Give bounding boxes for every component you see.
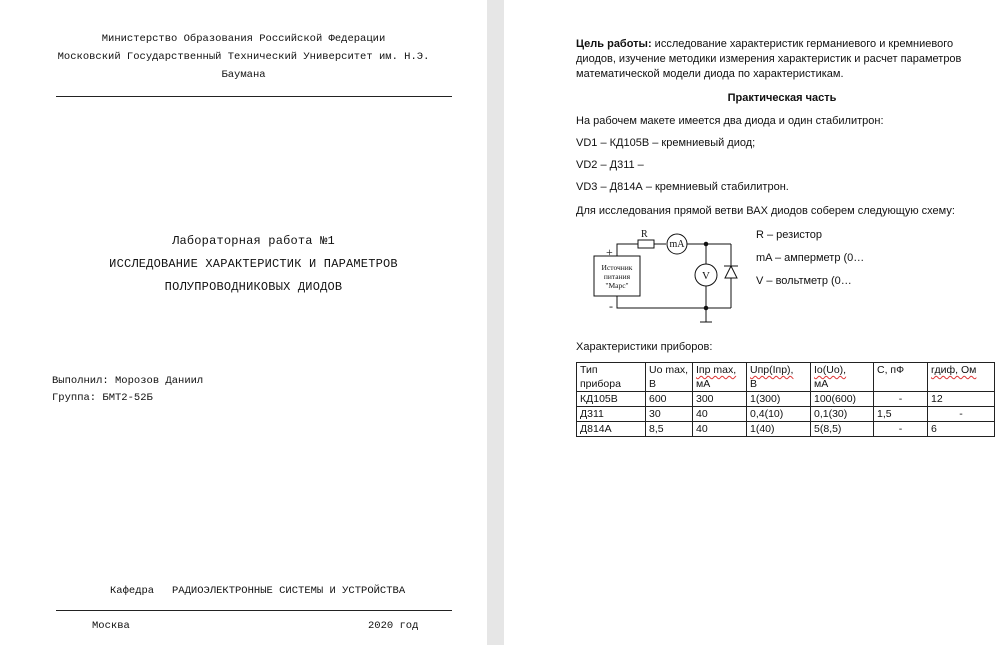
cell-type: Д814А xyxy=(577,422,646,437)
plus-sign: + xyxy=(606,245,613,259)
minus-sign: - xyxy=(609,299,613,313)
diode-symbol xyxy=(725,266,737,278)
table-caption: Характеристики приборов: xyxy=(576,341,713,353)
goal-label: Цель работы: xyxy=(576,38,652,50)
table-row xyxy=(577,422,995,437)
cell-upr-ipr: 1(300) xyxy=(747,392,811,407)
lab-subject-line2: ПОЛУПРОВОДНИКОВЫХ ДИОДОВ xyxy=(164,280,343,294)
cell-r-dif: 12 xyxy=(928,392,995,407)
lab-subject-line1: ИССЛЕДОВАНИЕ ХАРАКТЕРИСТИК И ПАРАМЕТРОВ xyxy=(109,257,398,271)
department-name: РАДИОЭЛЕКТРОННЫЕ СИСТЕМЫ И УСТРОЙСТВА xyxy=(172,585,406,597)
ministry-text: Министерство Образования Российской Федерации xyxy=(101,33,386,45)
header-upr-ipr: Uпр(Iпр), В xyxy=(747,363,811,392)
cell-uo-max: 8,5 xyxy=(646,422,693,437)
header-r-dif: rдиф, Ом xyxy=(928,363,995,392)
header-uo-max: Uo max, В xyxy=(646,363,693,392)
vd3-text: VD3 – Д814А – кремниевый стабилитрон. xyxy=(576,181,789,193)
r-label: R xyxy=(641,229,648,240)
legend-ma: mA – амперметр (0… xyxy=(756,252,865,264)
cell-c-pf: - xyxy=(874,422,928,437)
intro-text: На рабочем макете имеется два диода и один стабилитрон: xyxy=(576,115,884,127)
header-io-uo: Io(Uо), мА xyxy=(811,363,874,392)
lab-title: Лабораторная работа №1 xyxy=(172,234,335,248)
practical-heading: Практическая часть xyxy=(727,92,837,104)
goal-line2: диодов, изучение методики измерения характеристик и расчет параметров xyxy=(576,53,962,65)
cell-type: Д311 xyxy=(577,407,646,422)
cell-io-uo: 100(600) xyxy=(811,392,874,407)
source-line2: питания xyxy=(603,272,631,281)
group: Группа: БМТ2-52Б xyxy=(52,392,153,404)
content-page xyxy=(504,0,1000,645)
schema-intro: Для исследования прямой ветви ВАХ диодов соберем следующую схему: xyxy=(576,205,955,217)
department-label: Кафедра xyxy=(110,585,155,597)
city: Москва xyxy=(92,620,130,632)
university-line2: Баумана xyxy=(221,69,266,81)
cell-upr-ipr: 0,4(10) xyxy=(747,407,811,422)
cell-ipr-max: 40 xyxy=(693,422,747,437)
cell-c-pf: 1,5 xyxy=(874,407,928,422)
cell-uo-max: 600 xyxy=(646,392,693,407)
cell-type: КД105В xyxy=(577,392,646,407)
header-type: Тип прибора xyxy=(577,363,646,392)
resistor-symbol xyxy=(638,240,654,248)
v-label: V xyxy=(702,270,710,282)
year: 2020 год xyxy=(368,620,419,632)
cell-r-dif: - xyxy=(928,407,995,422)
cell-ipr-max: 40 xyxy=(693,407,747,422)
source-line1: Источник xyxy=(601,263,633,272)
source-line3: "Марс" xyxy=(605,281,629,290)
university-line1: Московский Государственный Технический Университет им. Н.Э. xyxy=(57,51,430,63)
devices-table xyxy=(576,362,995,437)
cell-uo-max: 30 xyxy=(646,407,693,422)
cell-ipr-max: 300 xyxy=(693,392,747,407)
cell-c-pf: - xyxy=(874,392,928,407)
header-c-pf: С, пФ xyxy=(874,363,928,392)
legend-r: R – резистор xyxy=(756,229,823,241)
cell-io-uo: 5(8,5) xyxy=(811,422,874,437)
title-page xyxy=(0,0,487,645)
table-header-row xyxy=(577,363,995,392)
circuit-diagram xyxy=(588,226,748,328)
goal-paragraph xyxy=(576,37,986,82)
legend-v: V – вольтметр (0… xyxy=(756,275,852,287)
cell-r-dif: 6 xyxy=(928,422,995,437)
table-row xyxy=(577,392,995,407)
footer-divider xyxy=(56,610,452,611)
vd1-text: VD1 – КД105В – кремниевый диод; xyxy=(576,137,756,149)
goal-line3: математической модели диода по характеристикам. xyxy=(576,68,844,80)
table-row xyxy=(577,407,995,422)
cell-upr-ipr: 1(40) xyxy=(747,422,811,437)
ma-label: mA xyxy=(669,239,685,250)
performed-by: Выполнил: Морозов Даниил xyxy=(52,375,204,387)
goal-line1: исследование характеристик германиевого и кремниевого xyxy=(651,38,954,50)
header-divider xyxy=(56,96,452,97)
cell-io-uo: 0,1(30) xyxy=(811,407,874,422)
header-ipr-max: Iпр max, мА xyxy=(693,363,747,392)
vd2-text: VD2 – Д311 – xyxy=(576,159,644,171)
